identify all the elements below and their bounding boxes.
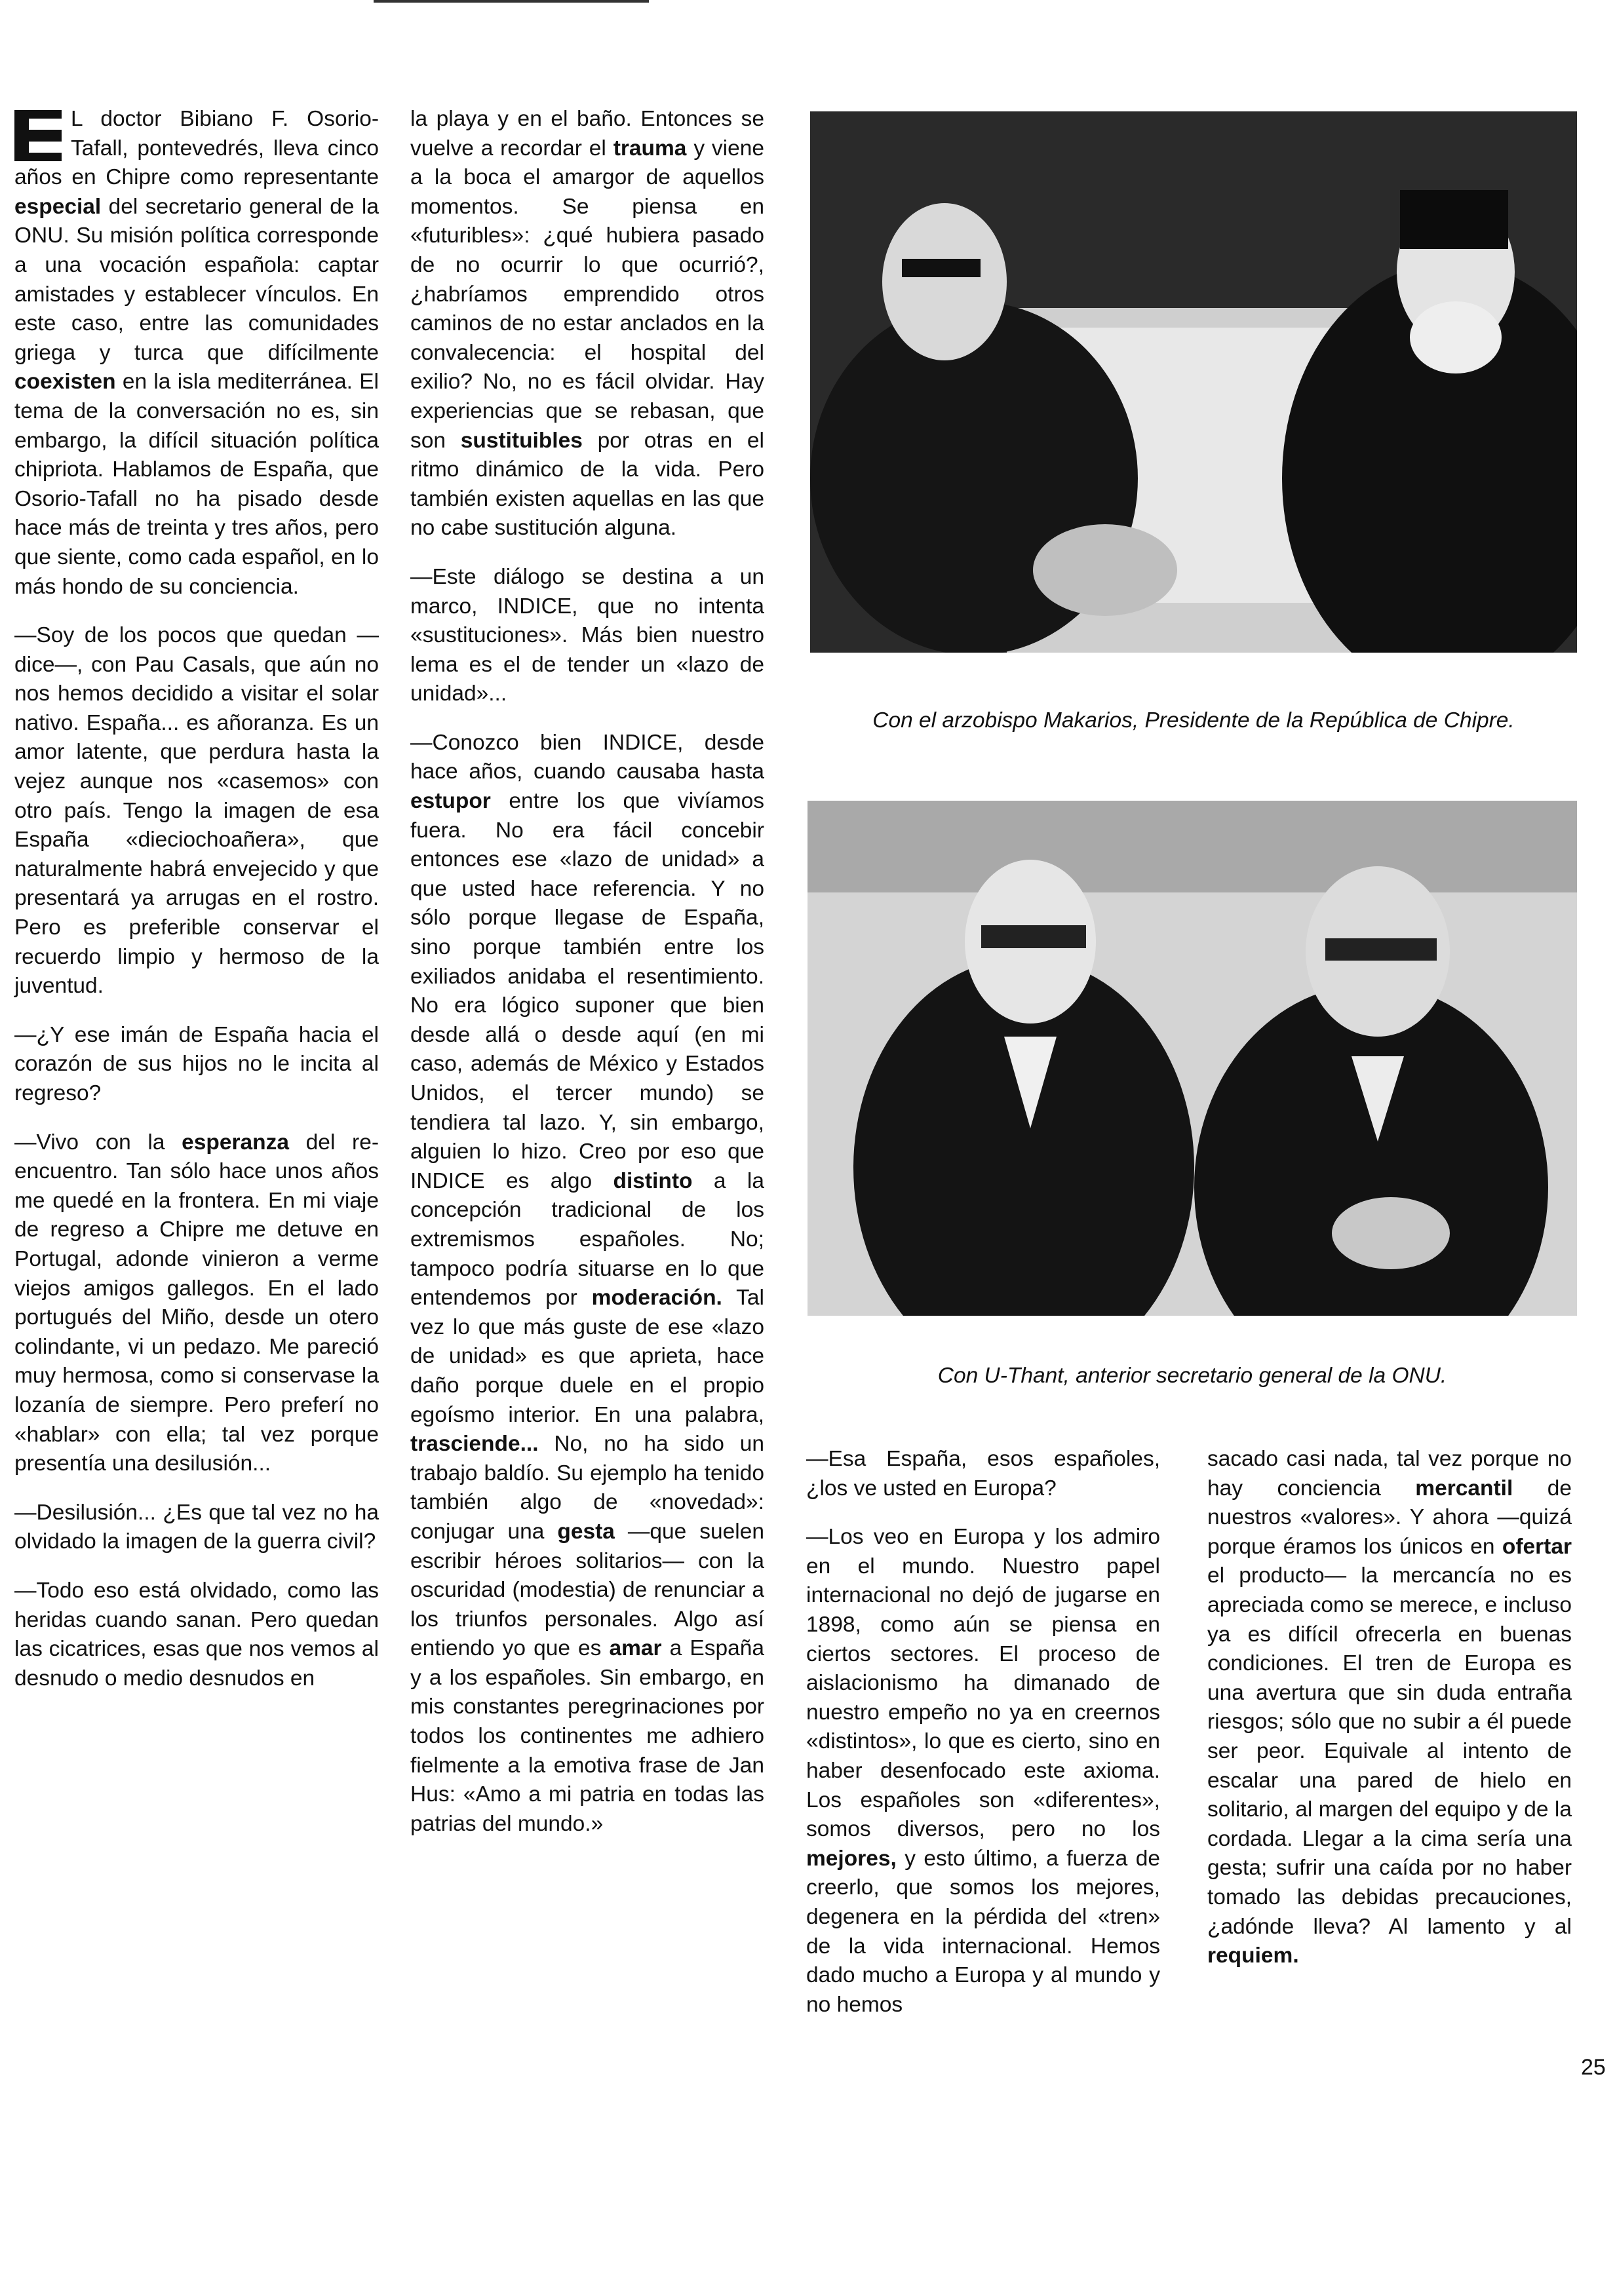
emphasis: amar — [609, 1636, 662, 1661]
emphasis: gesta — [557, 1519, 615, 1544]
photo-u-thant-image — [808, 801, 1577, 1316]
paragraph: la playa y en el baño. Entonces se vuelve a recordar el trauma y viene a la boca el amargor de aquellos momentos. Se piensa en «futuribles»: ¿qué hubiera pasado de no ocurrir lo que ocurrió?, ¿habríamos emprendido otros caminos de no estar anclados en la convalecencia: el hospital del exilio? No, no es fácil olvidar. Hay experiencias que se rebasan, que son sustituibles por otras en el ritmo dinámico de la vida. Pero también existen aquellas en las que no cabe sustitución alguna. — [410, 107, 765, 541]
emphasis: esperanza — [182, 1130, 290, 1155]
paragraph: —Conozco bien INDICE, desde hace años, cuando causaba hasta estupor entre los que vivíamos fuera. No era fácil concebir entonces ese «lazo de unidad» a que usted hace referencia. Y no sólo porque llegase de España, sino porque también entre los exiliados anidaba el resentimiento. No era lógico suponer que bien desde allá o desde aquí (en mi caso, además de México y Estados Unidos, el tercer mundo) se tendiera tal lazo. Y, sin embargo, alguien lo hizo. Creo por eso que INDICE es algo distinto a la concepción tradicional de los extremismos españoles. No; tampoco podría situarse en lo que entendemos por moderación. Tal vez lo que más guste de ese «lazo de unidad» es que aprieta, hace daño porque duele en el propio egoísmo interior. En una palabra, trasciende... No, no ha sido un trabajo baldío. Su ejemplo ha tenido también algo de «novedad»: conjugar una gesta —que suelen escribir héroes solitarios— con la oscuridad (modestia) de renunciar a los triunfos personales. Algo así entiendo yo que es amar a España y a los españoles. Sin embargo, en mis constantes peregrinaciones por todos los continentes me adhiero fielmente a la emotiva frase de Jan Hus: «Amo a mi patria en todas las patrias del mundo.» — [410, 730, 764, 1836]
paragraph: —Soy de los pocos que quedan —dice—, con Pau Casals, que aún no nos hemos decidido a visitar el solar nativo. España... es añoranza. Es un amor latente, que perdura hasta la vejez aunque nos «casemos» con otro país. Tengo la imagen de esa España «dieciochoañera», que naturalmente habrá envejecido y que presentará ya arrugas en el rostro. Pero es preferible conservar el recuerdo limpio y hermoso de la juventud. — [14, 623, 379, 999]
article-column-4 — [1207, 1445, 1572, 1991]
paragraph: —Desilusión... ¿Es que tal vez no ha olvidado la imagen de la guerra civil? — [14, 1500, 379, 1554]
emphasis: trauma — [613, 136, 687, 161]
paragraph: sacado casi nada, tal vez porque no hay conciencia mercantil de nuestros «valores». Y ahora —quizá porque éramos los únicos en ofertar el producto— la mercancía no es apreciada como se merece, e incluso ya es difícil ofrecerla en buenas condiciones. El tren de Europa es una avertura que sin duda entraña riesgos; sólo que no subir a él puede ser peor. Equivale al intento de escalar una pared de hielo en solitario, al margen del equipo y de la cordada. Llegar a la cima sería una gesta; sufrir una caída por no haber tomado las debidas precauciones, ¿adónde lleva? Al lamento y al requiem. — [1207, 1447, 1572, 1968]
paragraph: —Todo eso está olvidado, como las heridas cuando sanan. Pero quedan las cicatrices, esas que nos vemos al desnudo o medio desnudos en — [14, 1578, 379, 1691]
photo-makarios — [810, 111, 1577, 653]
paragraph: —Esa España, esos españoles, ¿los ve usted en Europa? — [806, 1447, 1160, 1501]
dropcap-letter-e — [14, 110, 62, 161]
caption-makarios: Con el arzobispo Makarios, Presidente de la República de Chipre. — [872, 708, 1515, 733]
emphasis: moderación. — [591, 1286, 722, 1311]
article-column-2 — [410, 105, 764, 1858]
emphasis: ofertar — [1502, 1534, 1572, 1559]
paragraph: L doctor Bibiano F. Osorio-Tafall, pontevedrés, lleva cinco años en Chipre como representante especial del secretario general de la ONU. Su misión política corresponde a una vocación española: captar amistades y establecer vínculos. En este caso, entre las comunidades griega y turca que difícilmente coexisten en la isla mediterránea. El tema de la conversación no es, sin embargo, la difícil situación política chipriota. Hablamos de España, que Osorio-Tafall no ha pisado desde hace más de treinta y tres años, pero que siente, como cada español, en lo más hondo de su conciencia. — [14, 107, 379, 599]
paragraph: —Los veo en Europa y los admiro en el mundo. Nuestro papel internacional no dejó de jugarse en 1898, como aún se piensa en ciertos sectores. El proceso de aislacionismo ha dimanado de nuestro empeño no ya en creernos «distintos», lo que es cierto, sino en haber desenfocado este axioma. Los españoles son «diferentes», somos diversos, pero no los mejores, y esto último, a fuerza de creerlo, que somos los mejores, degenera en la pérdida del «tren» de la vida internacional. Hemos dado mucho a Europa y al mundo y no hemos — [806, 1525, 1160, 2017]
page-number: 25 — [1581, 2055, 1606, 2080]
emphasis: estupor — [410, 789, 491, 814]
emphasis: sustituibles — [460, 428, 583, 453]
emphasis: trasciende... — [410, 1432, 539, 1457]
caption-u-thant: Con U-Thant, anterior secretario general de la ONU. — [937, 1364, 1447, 1388]
paragraph: —¿Y ese imán de España hacia el corazón de sus hijos no le incita al regreso? — [14, 1022, 379, 1105]
paragraph: —Vivo con la esperanza del re-encuentro. Tan sólo hace unos años me quedé en la frontera. En mi viaje de regreso a Chipre me detuve en Portugal, adonde vinieron a verme viejos amigos gallegos. En el lado portugués del Miño, desde un otero colindante, vi un pedazo. Me pareció muy hermosa, como si conservase la lozanía de siempre. Pero preferí no «hablar» con ella; tal vez porque presentía una desilusión... — [14, 1130, 379, 1476]
article-column-1 — [14, 105, 379, 1713]
top-rule — [374, 0, 649, 3]
emphasis: mejores, — [806, 1846, 897, 1871]
emphasis: especial — [14, 194, 102, 219]
paragraph: —Este diálogo se destina a un marco, INDICE, que no intenta «sustituciones». Más bien nuestro lema es el de tender un «lazo de unidad»... — [410, 564, 764, 706]
photo-makarios-image — [810, 111, 1577, 653]
article-column-3 — [806, 1445, 1160, 2039]
emphasis: distinto — [613, 1168, 693, 1193]
photo-u-thant — [808, 801, 1577, 1316]
emphasis: requiem. — [1207, 1943, 1299, 1968]
emphasis: mercantil — [1415, 1476, 1513, 1501]
emphasis: coexisten — [14, 370, 116, 394]
